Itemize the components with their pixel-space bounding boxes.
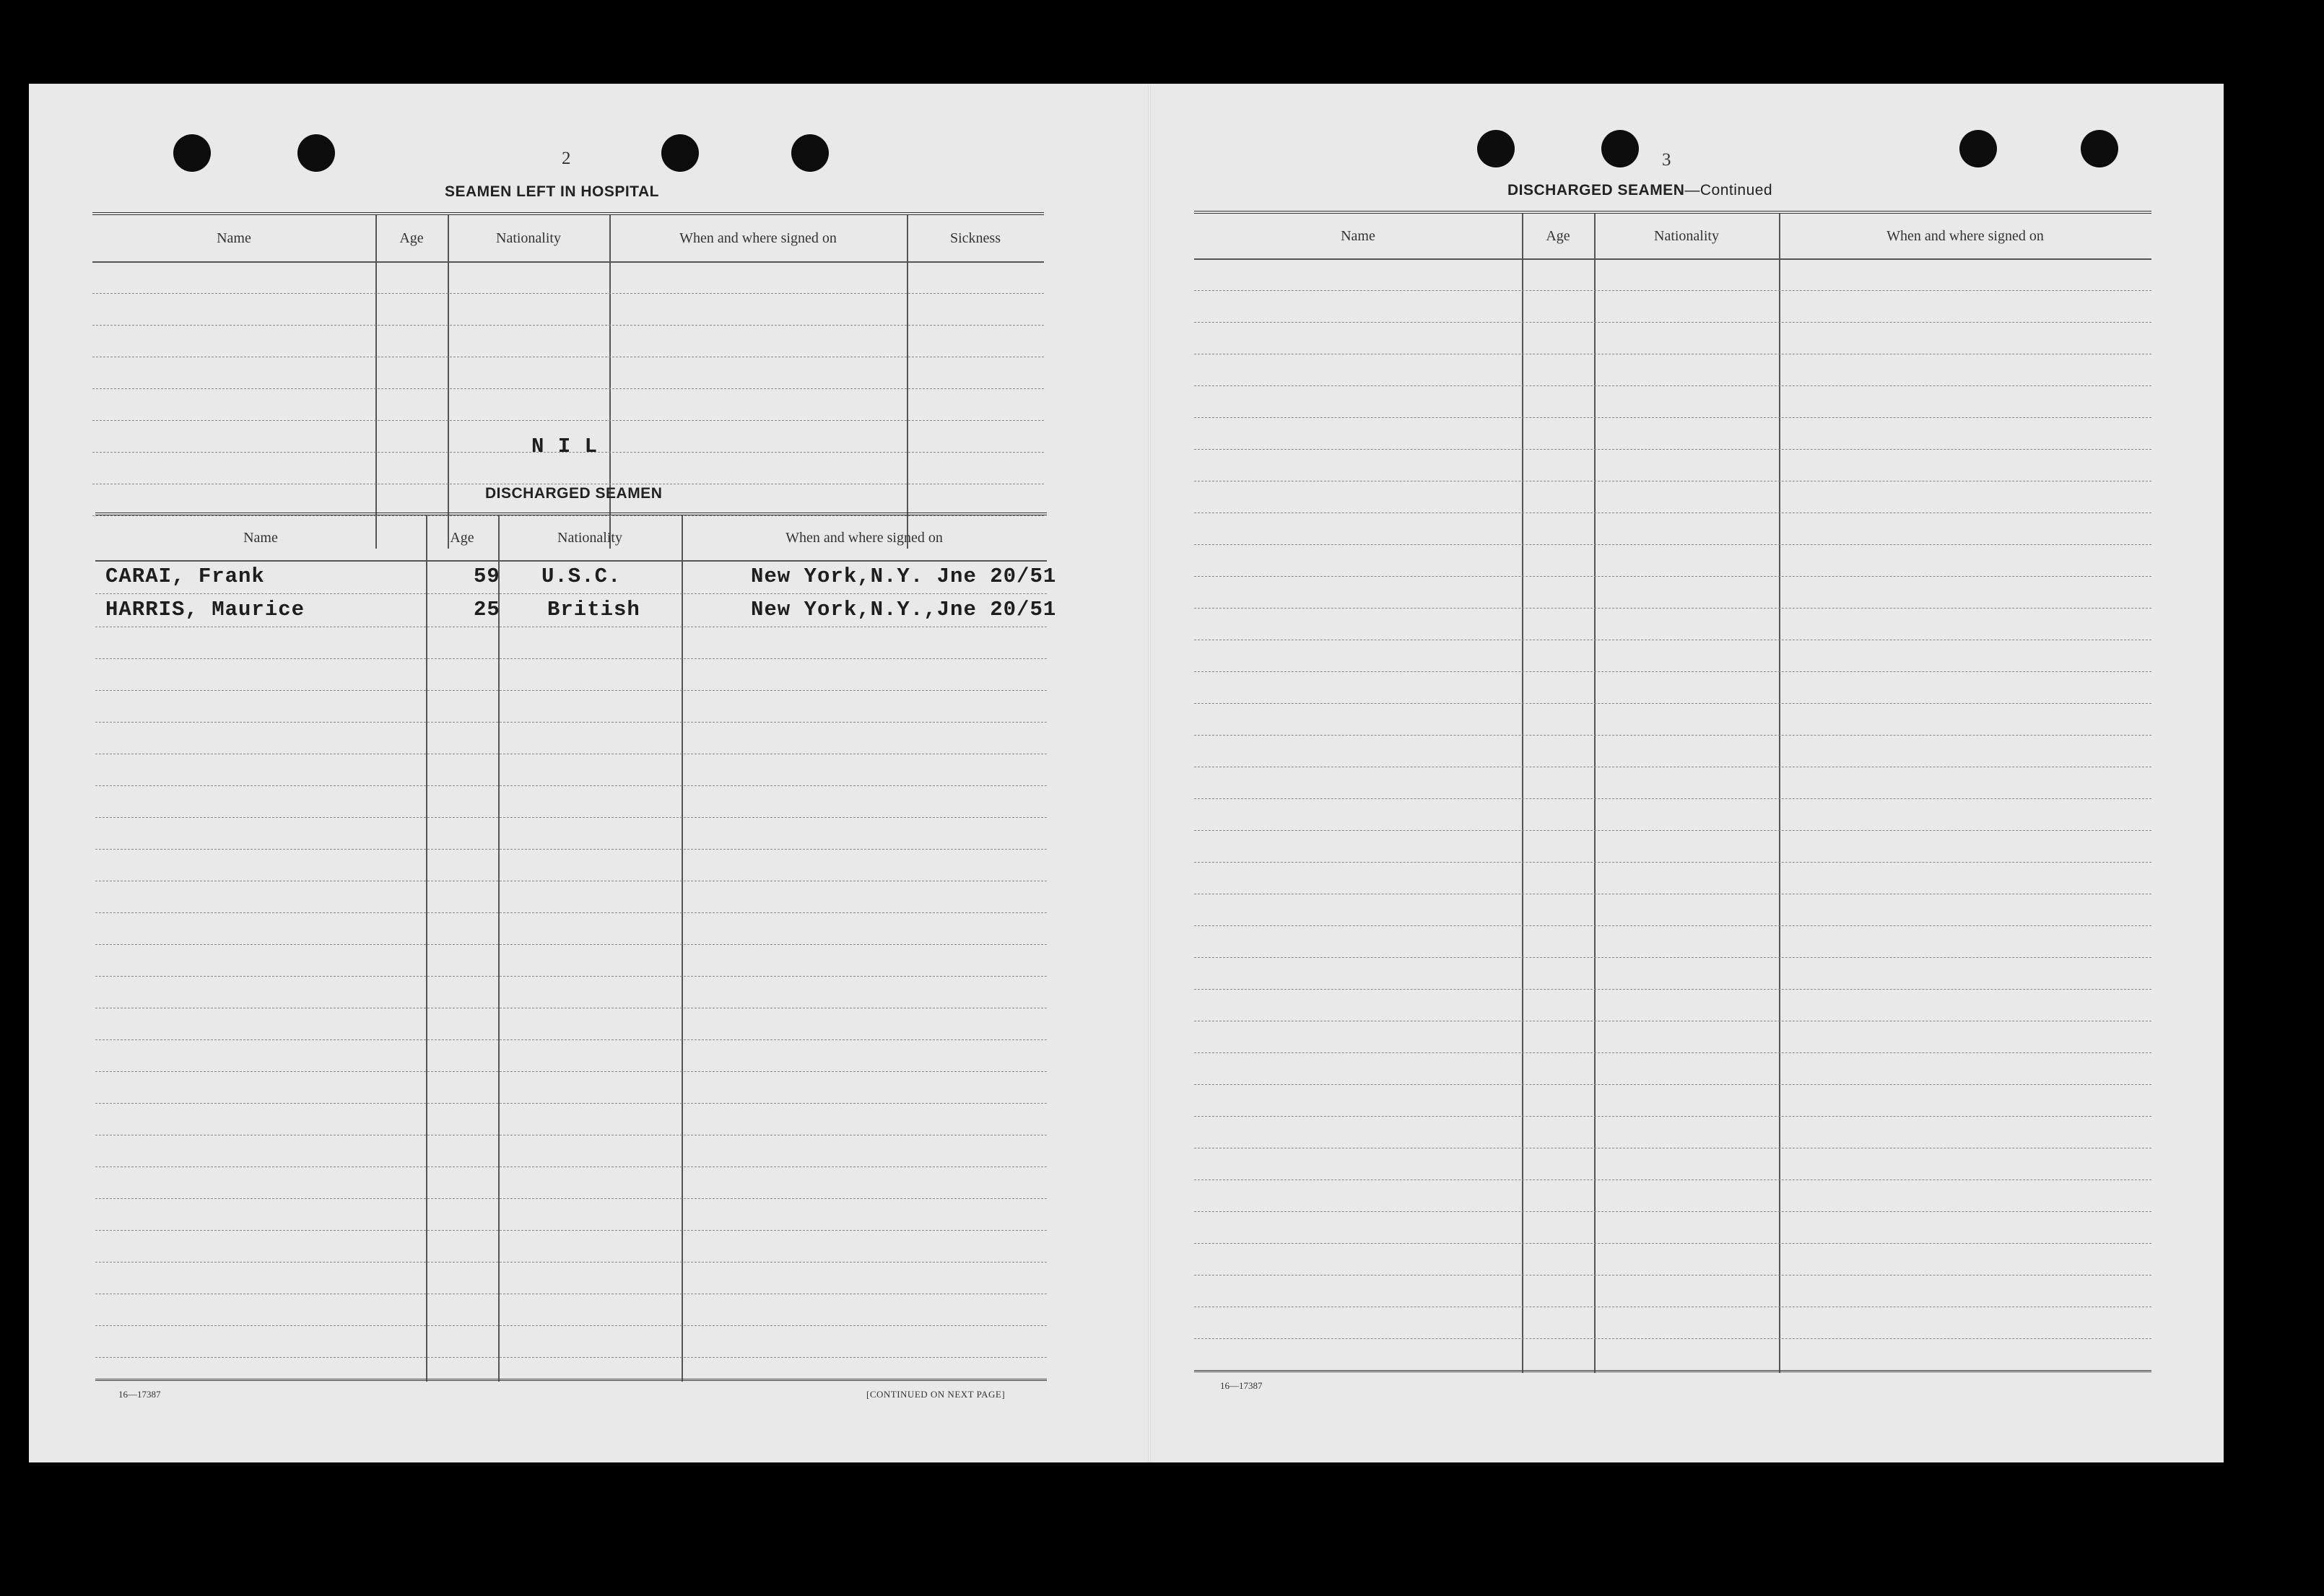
table-rule (1194, 1338, 2151, 1339)
table-rule (1194, 1116, 2151, 1117)
table-rule (92, 388, 1044, 389)
discharged-continued-title (1507, 182, 1772, 199)
table-rule (92, 420, 1044, 421)
table-rule (1194, 735, 2151, 736)
seaman-nationality: U.S.C. (541, 564, 622, 588)
column-header-signed-on: When and where signed on (679, 230, 837, 246)
table-rule (1194, 1211, 2151, 1212)
table-rule (1194, 449, 2151, 450)
column-header-signed-on: When and where signed on (1886, 227, 2044, 244)
column-divider (448, 215, 449, 549)
punch-hole (173, 134, 211, 172)
table-rule (1194, 290, 2151, 291)
punch-hole (1601, 130, 1639, 167)
page-fold (1148, 84, 1151, 1462)
column-divider (682, 515, 683, 1382)
seaman-age: 25 (474, 598, 500, 622)
column-divider (1594, 214, 1596, 1373)
seaman-age: 59 (474, 564, 500, 588)
table-rule (1194, 417, 2151, 418)
column-header-age: Age (399, 230, 424, 246)
seaman-name: HARRIS, Maurice (105, 598, 305, 622)
column-header-nationality: Nationality (1654, 227, 1719, 244)
seaman-name: CARAI, Frank (105, 564, 265, 588)
form-number: 16—17387 (1220, 1380, 1263, 1391)
nil-entry: N I L (531, 435, 599, 458)
table-rule (95, 849, 1047, 850)
table-rule (95, 1039, 1047, 1040)
table-rule (1194, 862, 2151, 863)
table-rule (95, 785, 1047, 786)
table-rule (1194, 925, 2151, 926)
discharged-table (95, 513, 1057, 1382)
table-rule (1194, 957, 2151, 958)
punch-hole (791, 134, 829, 172)
table-rule (92, 325, 1044, 326)
table-bottom-rule (95, 1379, 1047, 1381)
table-rule (1194, 576, 2151, 577)
column-header-name: Name (217, 230, 251, 246)
hospital-section-title: SEAMEN LEFT IN HOSPITAL (445, 183, 659, 200)
column-header-sickness: Sickness (950, 230, 1001, 246)
table-rule (1194, 798, 2151, 799)
punch-hole (297, 134, 335, 172)
table-rule (1194, 322, 2151, 323)
table-rule (1194, 671, 2151, 672)
table-rule (1194, 1052, 2151, 1053)
column-divider (426, 515, 427, 1382)
table-rule (95, 912, 1047, 913)
column-header-signed-on: When and where signed on (785, 529, 943, 546)
column-header-nationality: Nationality (557, 529, 622, 546)
table-rule (95, 658, 1047, 659)
seaman-signed-on: New York,N.Y.,Jne 20/51 (751, 598, 1057, 622)
table-bottom-rule (1194, 1370, 2151, 1372)
table-rule (1194, 703, 2151, 704)
form-number: 16—17387 (118, 1389, 161, 1400)
column-header-name: Name (243, 529, 278, 546)
table-rule (95, 1357, 1047, 1358)
column-header-age: Age (450, 529, 474, 546)
table-rule (95, 944, 1047, 945)
discharged-continued-table (1194, 211, 2151, 1373)
column-divider (1522, 214, 1523, 1373)
page-number: 3 (1662, 150, 1671, 170)
table-rule (95, 1262, 1047, 1263)
column-divider (375, 215, 377, 549)
discharged-table-header (95, 515, 1047, 562)
table-rule (1194, 830, 2151, 831)
table-rule (95, 1230, 1047, 1231)
table-rule (1194, 989, 2151, 990)
punch-hole (2081, 130, 2118, 167)
column-header-age: Age (1546, 227, 1570, 244)
continued-note: [CONTINUED ON NEXT PAGE] (866, 1389, 1006, 1400)
table-rule (1194, 544, 2151, 545)
table-rule (95, 976, 1047, 977)
table-rule (95, 593, 1047, 594)
punch-hole (661, 134, 699, 172)
table-rule (1194, 1275, 2151, 1276)
table-rule (1194, 385, 2151, 386)
table-rule (95, 1103, 1047, 1104)
table-rule (1194, 608, 2151, 609)
column-header-name: Name (1341, 227, 1375, 244)
table-rule (95, 722, 1047, 723)
table-rule (95, 1325, 1047, 1326)
table-rule (1194, 1179, 2151, 1180)
discharged-title-main: DISCHARGED SEAMEN (1507, 182, 1685, 199)
column-divider (1779, 214, 1780, 1373)
column-divider (498, 515, 500, 1382)
punch-hole (1477, 130, 1515, 167)
seaman-signed-on: New York,N.Y. Jne 20/51 (751, 564, 1057, 588)
hospital-table-header (92, 215, 1044, 263)
punch-hole (1959, 130, 1997, 167)
table-rule (95, 817, 1047, 818)
discharged-section-title: DISCHARGED SEAMEN (485, 485, 663, 502)
table-rule (1194, 1243, 2151, 1244)
discharged-title-continued: —Continued (1684, 182, 1773, 199)
table-rule (95, 690, 1047, 691)
discharged-continued-header (1194, 214, 2151, 260)
column-header-nationality: Nationality (496, 230, 561, 246)
seaman-nationality: British (547, 598, 640, 622)
table-rule (1194, 1084, 2151, 1085)
document-sheet (29, 84, 2224, 1462)
table-rule (95, 1198, 1047, 1199)
column-divider (907, 215, 908, 549)
table-rule (92, 293, 1044, 294)
page-number: 2 (562, 149, 571, 168)
table-rule (95, 1071, 1047, 1072)
